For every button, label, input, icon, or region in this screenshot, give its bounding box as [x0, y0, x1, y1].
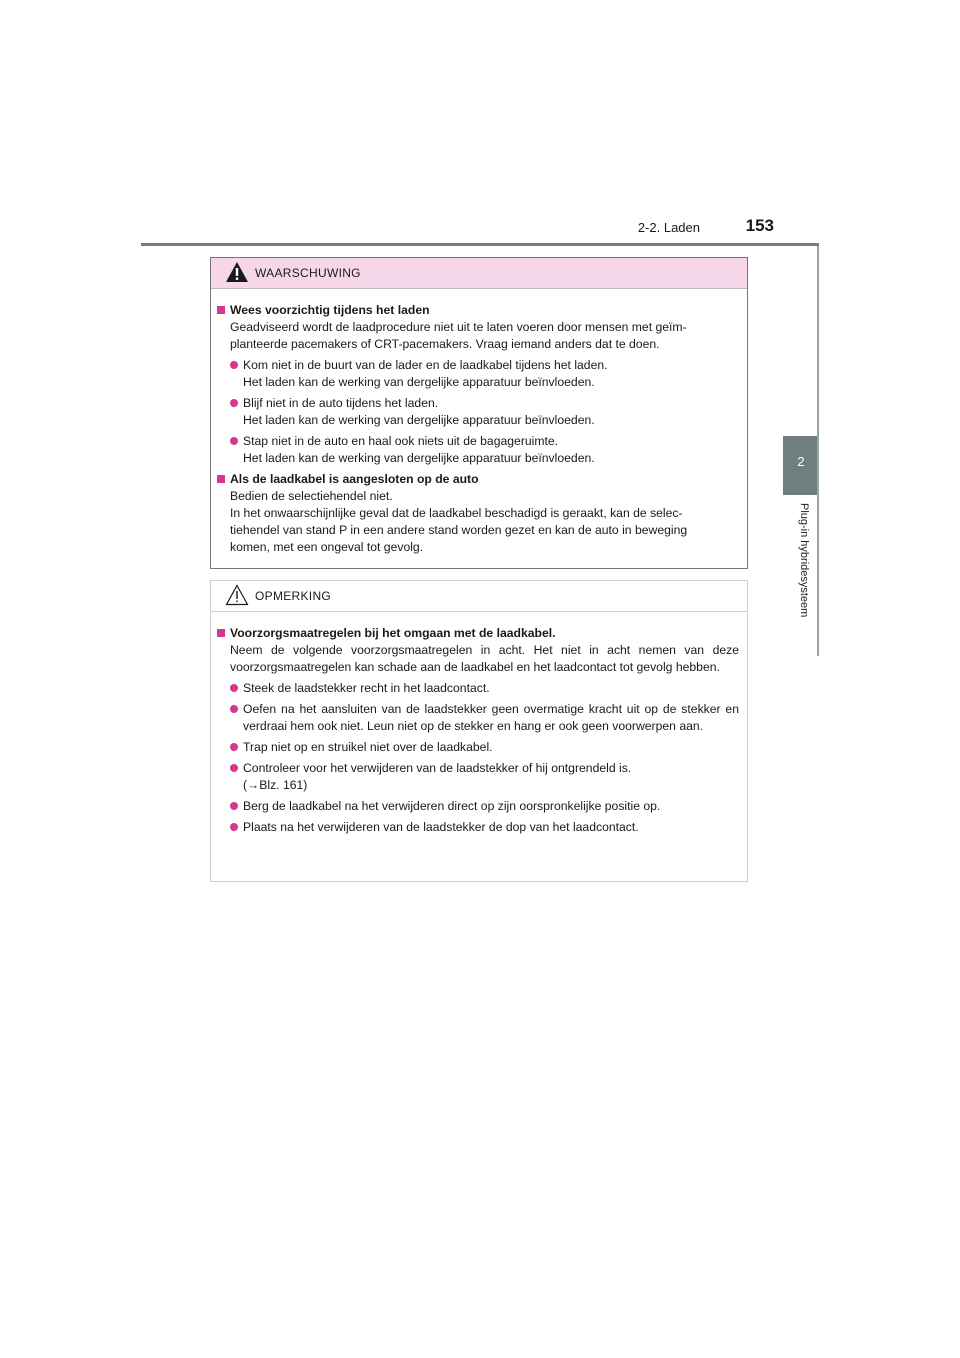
notice-title: OPMERKING [255, 589, 332, 603]
square-bullet-icon [217, 475, 225, 483]
round-bullet-icon [230, 802, 238, 810]
square-bullet-icon [217, 306, 225, 314]
list-item: Blijf niet in de auto tijdens het laden. Het laden kan de werking van dergelijke apparatuur beïnvloeden. [230, 395, 739, 429]
list-item: Trap niet op en struikel niet over de laadkabel. [230, 739, 739, 756]
page-reference: (→Blz. 161) [243, 778, 308, 792]
list-item: Steek de laadstekker recht in het laadcontact. [230, 680, 739, 697]
round-bullet-icon [230, 764, 238, 772]
round-bullet-icon [230, 823, 238, 831]
notice-header [211, 581, 747, 612]
list-item: Oefen na het aansluiten van de laadstekker geen overmatige kracht uit op de stekker en verdraai hem ook niet. Leun niet op de stekker en hang er ook geen voorwerpen aan. [230, 701, 739, 735]
notice-box [210, 580, 748, 882]
header-rule [141, 243, 819, 246]
paragraph: Bedien de selectiehendel niet. In het onwaarschijnlijke geval dat de laadkabel beschadigd is geraakt, kan de selec- tiehendel van stand P in een andere stand worden gezet en kan de auto in beweging komen, met een ongeval tot gevolg. [230, 489, 688, 554]
page-number: 153 [745, 216, 774, 235]
round-bullet-icon [230, 743, 238, 751]
section-heading: Als de laadkabel is aangesloten op de auto [230, 472, 479, 486]
warning-triangle-icon [225, 261, 249, 286]
warning-header [211, 258, 747, 289]
list-item: Stap niet in de auto en haal ook niets uit de bagageruimte. Het laden kan de werking van dergelijke apparatuur beïnvloeden. [230, 433, 739, 467]
notice-section [217, 625, 739, 642]
section-heading: Voorzorgsmaatregelen bij het omgaan met de laadkabel. [230, 626, 556, 640]
paragraph: Geadviseerd wordt de laadprocedure niet uit te laten voeren door mensen met geïm- planteerde pacemakers of CRT-pacemakers. Vraag iemand anders dat te doen. [230, 320, 687, 351]
list-item: Kom niet in de buurt van de lader en de laadkabel tijdens het laden. Het laden kan de werking van dergelijke apparatuur beïnvloeden. [230, 357, 739, 391]
list-item: Controleer voor het verwijderen van de laadstekker of hij ontgrendeld is. (→Blz. 161) [230, 760, 739, 794]
section-title: 2-2. Laden [637, 220, 700, 235]
round-bullet-icon [230, 684, 238, 692]
warning-section-1 [217, 302, 739, 319]
warning-section-2 [217, 471, 739, 488]
round-bullet-icon [230, 705, 238, 713]
warning-title: WAARSCHUWING [255, 266, 361, 280]
square-bullet-icon [217, 629, 225, 637]
chapter-strip [817, 246, 819, 656]
chapter-tab: 2 [783, 436, 819, 495]
round-bullet-icon [230, 361, 238, 369]
round-bullet-icon [230, 437, 238, 445]
list-item: Plaats na het verwijderen van de laadstekker de dop van het laadcontact. [230, 819, 739, 836]
section-heading: Wees voorzichtig tijdens het laden [230, 303, 430, 317]
round-bullet-icon [230, 399, 238, 407]
paragraph: Neem de volgende voorzorgsmaatregelen in acht. Het niet in acht nemen van deze voorzorgsmaatregelen kan schade aan de laadkabel en het laadcontact tot gevolg hebben. [230, 643, 739, 674]
warning-box [210, 257, 748, 569]
chapter-label: Plug-in hybridesysteem [798, 503, 810, 618]
caution-triangle-icon [225, 584, 249, 609]
list-item: Berg de laadkabel na het verwijderen direct op zijn oorspronkelijke positie op. [230, 798, 739, 815]
